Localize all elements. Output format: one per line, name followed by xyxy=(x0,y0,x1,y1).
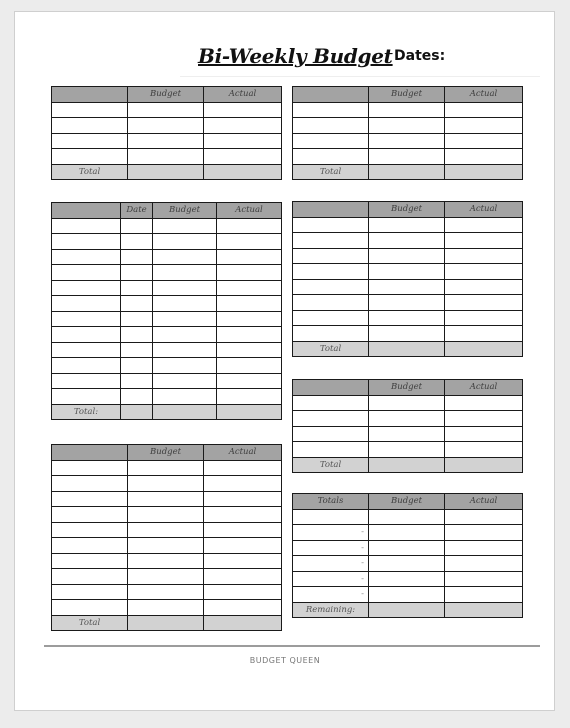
table-row xyxy=(293,118,523,134)
table-cell xyxy=(445,525,523,541)
table-cell xyxy=(369,540,445,556)
table-cell xyxy=(153,234,217,250)
table-cell xyxy=(369,442,445,458)
table-cell xyxy=(369,310,445,326)
table-total-row xyxy=(293,164,523,180)
table-header-row xyxy=(293,202,523,218)
table-cell xyxy=(52,600,128,616)
table-cell xyxy=(128,615,204,631)
table-cell xyxy=(445,133,523,149)
table-cell xyxy=(293,87,369,103)
table-cell xyxy=(293,326,369,342)
table-cell xyxy=(445,102,523,118)
table-cell xyxy=(52,389,121,405)
table-cell-label: - xyxy=(293,540,369,556)
table-cell xyxy=(52,522,128,538)
table-row xyxy=(52,218,282,234)
table-cell xyxy=(121,296,153,312)
table-cell xyxy=(445,411,523,427)
table-cell xyxy=(445,264,523,280)
table-row xyxy=(52,460,282,476)
table-cell xyxy=(153,296,217,312)
table-cell xyxy=(445,509,523,525)
table-row xyxy=(293,310,523,326)
table-cell xyxy=(445,164,523,180)
table-cell xyxy=(121,311,153,327)
table-cell xyxy=(153,311,217,327)
table-cell xyxy=(204,507,282,523)
table-cell xyxy=(445,395,523,411)
table-row xyxy=(293,279,523,295)
table-cell xyxy=(445,118,523,134)
table-cell xyxy=(128,584,204,600)
table-header-row xyxy=(293,380,523,396)
table-cell xyxy=(121,342,153,358)
table-header-row xyxy=(293,87,523,103)
table-cell xyxy=(204,522,282,538)
table-header-row xyxy=(52,87,282,103)
table-cell xyxy=(204,149,282,165)
table-cell xyxy=(204,491,282,507)
table-cell xyxy=(204,615,282,631)
table-row xyxy=(52,342,282,358)
table-row xyxy=(52,327,282,343)
table-cell xyxy=(369,233,445,249)
table-cell-label: Budget xyxy=(369,380,445,396)
table-cell xyxy=(445,442,523,458)
table-cell-label: Actual xyxy=(204,87,282,103)
table-row xyxy=(52,280,282,296)
table-cell xyxy=(293,442,369,458)
table-total-row xyxy=(293,341,523,357)
table-cell xyxy=(445,149,523,165)
table-cell-label: Actual xyxy=(445,380,523,396)
table-cell xyxy=(52,342,121,358)
table-cell xyxy=(445,217,523,233)
table-cell xyxy=(153,218,217,234)
table-row xyxy=(52,538,282,554)
table-cell-label: Budget xyxy=(369,87,445,103)
table-cell xyxy=(293,426,369,442)
table-cell xyxy=(293,149,369,165)
table-cell xyxy=(128,507,204,523)
totals-table xyxy=(292,493,523,618)
table-row xyxy=(52,234,282,250)
dates-label: Dates: xyxy=(394,48,446,64)
table-cell xyxy=(52,373,121,389)
table-cell-label: Totals xyxy=(293,494,369,510)
table-cell xyxy=(128,133,204,149)
table-cell xyxy=(128,600,204,616)
table-row xyxy=(52,491,282,507)
table-row xyxy=(293,133,523,149)
budget-table-e xyxy=(292,379,523,473)
table-cell xyxy=(369,248,445,264)
table-cell xyxy=(445,587,523,603)
table-cell xyxy=(445,248,523,264)
table-cell xyxy=(52,265,121,281)
table-cell xyxy=(217,218,282,234)
table-row xyxy=(293,587,523,603)
table-cell xyxy=(128,553,204,569)
table-cell xyxy=(445,295,523,311)
table-cell xyxy=(52,311,121,327)
table-cell xyxy=(121,280,153,296)
table-cell xyxy=(204,460,282,476)
table-cell xyxy=(204,569,282,585)
table-row xyxy=(293,248,523,264)
table-row xyxy=(52,249,282,265)
table-cell xyxy=(293,102,369,118)
table-cell-label: Budget xyxy=(369,202,445,218)
table-cell-label: Budget xyxy=(128,87,204,103)
table-cell xyxy=(293,202,369,218)
table-cell xyxy=(445,341,523,357)
table-cell-label: Budget xyxy=(153,203,217,219)
table-cell xyxy=(128,569,204,585)
table-row xyxy=(52,553,282,569)
table-row xyxy=(52,569,282,585)
table-cell xyxy=(52,203,121,219)
table-cell xyxy=(52,149,128,165)
table-cell xyxy=(445,279,523,295)
table-cell xyxy=(445,326,523,342)
table-cell xyxy=(52,280,121,296)
table-row xyxy=(52,102,282,118)
table-cell xyxy=(445,602,523,618)
table-cell xyxy=(52,553,128,569)
table-cell xyxy=(445,556,523,572)
table-cell xyxy=(217,280,282,296)
table-cell xyxy=(128,538,204,554)
table-cell xyxy=(293,118,369,134)
table-cell-label: Date xyxy=(121,203,153,219)
table-cell xyxy=(445,457,523,473)
table-cell xyxy=(369,457,445,473)
table-cell-label: Actual xyxy=(217,203,282,219)
table-cell xyxy=(369,279,445,295)
table-cell-label: Budget xyxy=(128,445,204,461)
table-cell xyxy=(52,118,128,134)
table-cell xyxy=(153,265,217,281)
table-row xyxy=(293,233,523,249)
table-cell xyxy=(445,571,523,587)
table-cell xyxy=(121,265,153,281)
table-cell-label: Total xyxy=(52,615,128,631)
table-row xyxy=(52,476,282,492)
table-cell xyxy=(369,326,445,342)
table-cell xyxy=(369,509,445,525)
table-cell-label: Total xyxy=(52,164,128,180)
table-cell xyxy=(204,538,282,554)
table-cell-label: Remaining: xyxy=(293,602,369,618)
table-cell xyxy=(52,234,121,250)
table-cell-label: - xyxy=(293,556,369,572)
table-row xyxy=(293,540,523,556)
table-cell xyxy=(52,249,121,265)
table-cell xyxy=(293,380,369,396)
table-total-row xyxy=(52,164,282,180)
table-row xyxy=(293,571,523,587)
table-cell xyxy=(293,310,369,326)
table-cell xyxy=(52,296,121,312)
table-row xyxy=(293,411,523,427)
table-cell xyxy=(52,507,128,523)
table-cell xyxy=(445,540,523,556)
table-cell xyxy=(369,556,445,572)
table-cell xyxy=(153,342,217,358)
table-cell xyxy=(128,102,204,118)
table-cell-label: Actual xyxy=(445,87,523,103)
table-cell xyxy=(128,522,204,538)
budget-table-a xyxy=(51,86,282,180)
table-cell xyxy=(293,295,369,311)
table-cell xyxy=(293,264,369,280)
table-cell xyxy=(52,358,121,374)
table-cell xyxy=(153,327,217,343)
budget-table-b xyxy=(292,86,523,180)
table-cell xyxy=(52,87,128,103)
table-row xyxy=(293,295,523,311)
table-cell-label: - xyxy=(293,587,369,603)
table-cell xyxy=(369,426,445,442)
table-cell xyxy=(369,295,445,311)
table-row xyxy=(293,264,523,280)
table-row xyxy=(293,217,523,233)
table-cell xyxy=(204,118,282,134)
table-row xyxy=(293,426,523,442)
header-divider xyxy=(180,76,540,77)
table-cell xyxy=(445,233,523,249)
table-row xyxy=(52,584,282,600)
table-total-row xyxy=(52,615,282,631)
table-cell xyxy=(128,164,204,180)
table-cell xyxy=(153,249,217,265)
table-cell xyxy=(217,327,282,343)
budget-table-dated xyxy=(51,202,282,420)
table-cell xyxy=(217,404,282,420)
table-cell xyxy=(204,584,282,600)
table-total-row xyxy=(52,404,282,420)
table-cell xyxy=(121,249,153,265)
table-cell xyxy=(369,149,445,165)
table-cell-label: Total xyxy=(293,341,369,357)
table-cell xyxy=(217,296,282,312)
table-cell xyxy=(52,102,128,118)
table-cell xyxy=(121,404,153,420)
table-cell xyxy=(293,248,369,264)
table-total-row xyxy=(293,602,523,618)
table-cell xyxy=(128,460,204,476)
table-row xyxy=(52,389,282,405)
table-cell-label: Total: xyxy=(52,404,121,420)
table-cell xyxy=(52,538,128,554)
table-cell xyxy=(369,571,445,587)
table-cell xyxy=(204,553,282,569)
table-cell xyxy=(293,133,369,149)
table-cell-label: Total xyxy=(293,164,369,180)
footer-brand: BUDGET QUEEN xyxy=(249,656,321,665)
table-cell xyxy=(293,411,369,427)
table-row xyxy=(293,326,523,342)
table-row xyxy=(52,296,282,312)
table-row xyxy=(293,556,523,572)
table-total-row xyxy=(293,457,523,473)
budget-table-d xyxy=(292,201,523,357)
table-cell xyxy=(121,358,153,374)
table-cell xyxy=(369,102,445,118)
table-row xyxy=(293,102,523,118)
table-cell xyxy=(369,411,445,427)
table-cell xyxy=(217,311,282,327)
table-cell xyxy=(121,373,153,389)
table-cell xyxy=(121,218,153,234)
table-cell xyxy=(52,569,128,585)
table-cell xyxy=(217,389,282,405)
table-row xyxy=(293,525,523,541)
table-cell xyxy=(204,102,282,118)
table-cell xyxy=(217,358,282,374)
table-cell xyxy=(369,133,445,149)
table-cell xyxy=(52,445,128,461)
table-cell xyxy=(52,218,121,234)
table-cell xyxy=(369,118,445,134)
table-cell xyxy=(369,217,445,233)
table-cell xyxy=(369,341,445,357)
table-cell-label: Actual xyxy=(445,202,523,218)
table-cell xyxy=(52,327,121,343)
table-cell xyxy=(121,327,153,343)
table-row xyxy=(293,442,523,458)
table-row xyxy=(52,507,282,523)
table-cell xyxy=(204,133,282,149)
table-cell xyxy=(445,310,523,326)
table-cell-label: Actual xyxy=(204,445,282,461)
table-cell xyxy=(204,476,282,492)
table-row xyxy=(52,149,282,165)
table-cell-label: Total xyxy=(293,457,369,473)
table-cell xyxy=(217,265,282,281)
table-cell xyxy=(369,164,445,180)
table-cell xyxy=(153,358,217,374)
table-row xyxy=(52,265,282,281)
table-cell xyxy=(153,404,217,420)
table-cell xyxy=(217,249,282,265)
table-cell xyxy=(121,389,153,405)
table-cell-label: - xyxy=(293,525,369,541)
table-cell xyxy=(128,118,204,134)
table-cell-label: Budget xyxy=(369,494,445,510)
table-cell-label: - xyxy=(293,571,369,587)
table-row xyxy=(293,509,523,525)
table-cell xyxy=(445,426,523,442)
table-cell xyxy=(369,264,445,280)
table-cell xyxy=(293,509,369,525)
table-cell xyxy=(153,373,217,389)
table-cell xyxy=(293,279,369,295)
table-cell xyxy=(369,525,445,541)
table-cell xyxy=(52,133,128,149)
budget-table-f xyxy=(51,444,282,631)
table-header-row xyxy=(52,445,282,461)
table-row xyxy=(52,522,282,538)
footer-divider xyxy=(44,645,540,647)
table-cell xyxy=(128,491,204,507)
table-cell xyxy=(293,233,369,249)
table-row xyxy=(52,600,282,616)
table-cell xyxy=(52,491,128,507)
table-header-row xyxy=(293,494,523,510)
table-row xyxy=(52,311,282,327)
table-row xyxy=(293,149,523,165)
table-cell xyxy=(52,476,128,492)
table-row xyxy=(52,373,282,389)
table-cell xyxy=(369,587,445,603)
table-cell xyxy=(204,600,282,616)
page-title: Bi-Weekly Budget xyxy=(198,44,393,68)
table-row xyxy=(293,395,523,411)
table-row xyxy=(52,358,282,374)
table-cell xyxy=(121,234,153,250)
table-cell xyxy=(128,476,204,492)
table-cell xyxy=(369,395,445,411)
table-cell xyxy=(369,602,445,618)
table-cell xyxy=(204,164,282,180)
table-cell xyxy=(153,280,217,296)
table-header-row xyxy=(52,203,282,219)
table-cell xyxy=(217,342,282,358)
table-cell xyxy=(217,234,282,250)
table-cell xyxy=(128,149,204,165)
table-cell xyxy=(52,460,128,476)
table-cell xyxy=(52,584,128,600)
table-cell xyxy=(153,389,217,405)
table-cell xyxy=(217,373,282,389)
table-cell xyxy=(293,217,369,233)
table-row xyxy=(52,118,282,134)
table-row xyxy=(52,133,282,149)
table-cell xyxy=(293,395,369,411)
table-cell-label: Actual xyxy=(445,494,523,510)
